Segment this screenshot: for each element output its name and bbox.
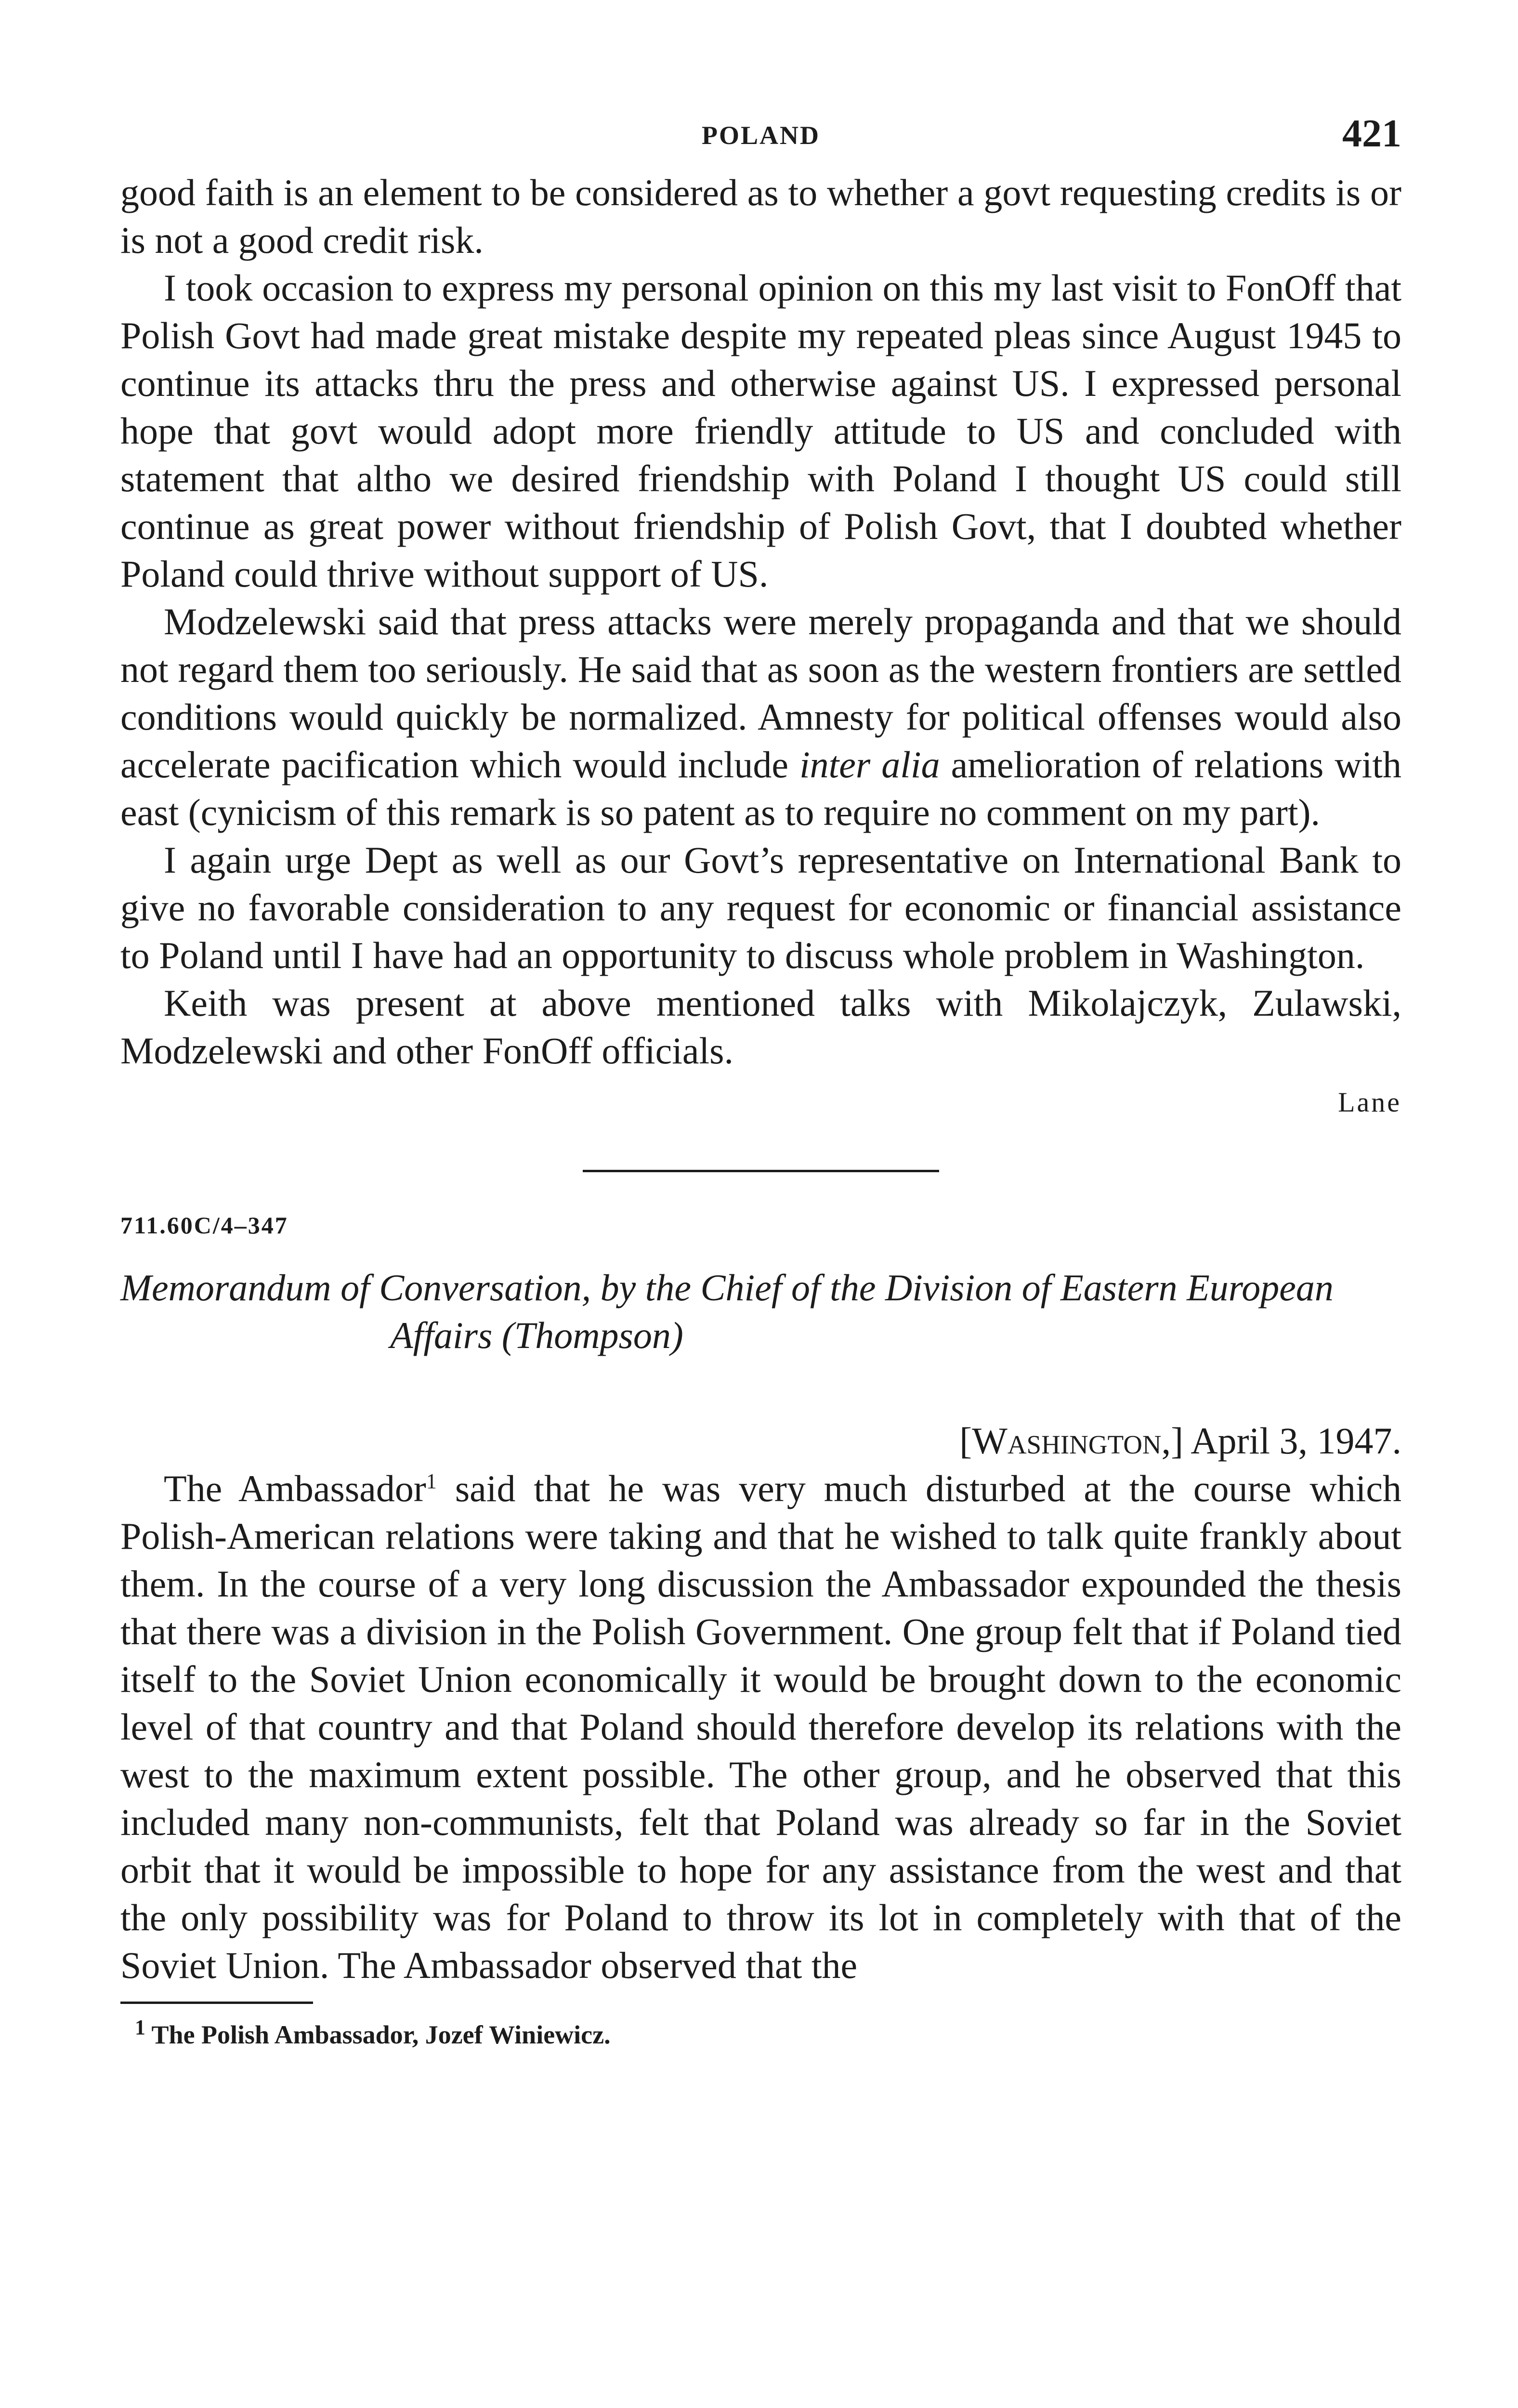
paragraph-3-text-start: Modzelewski said that press attacks were merely propaganda and that we should not regard them too seriously. He said that as soon as the western frontiers are settled conditions would quickly be normalized. Amnesty for political offenses would also accelerate pacification which would include [120, 601, 1401, 785]
running-head: POLAND [702, 121, 820, 150]
page-header [120, 111, 1401, 169]
footnote-reference: 1 [426, 1469, 437, 1493]
paragraph-start: The Ambassador [164, 1467, 426, 1509]
page-number: 421 [1342, 111, 1401, 155]
footnote [120, 2015, 1401, 2054]
telegram-paragraph-3 [120, 598, 1401, 836]
memorandum-body [120, 1465, 1401, 1989]
section-divider [583, 1170, 939, 1172]
file-number: 711.60C/4–347 [120, 1212, 288, 1239]
footnote-text: The Polish Ambassador, Jozef Winiewicz. [151, 2020, 611, 2049]
signature: Lane [1338, 1086, 1401, 1118]
document-title-name: (Thompson) [501, 1314, 683, 1356]
document-page [120, 111, 1401, 2408]
dateline-place: [Washington,] [959, 1420, 1184, 1462]
dateline-date: April 3, 1947. [1191, 1420, 1401, 1462]
dateline [120, 1417, 1401, 1465]
telegram-continuation [120, 169, 1401, 1126]
memorandum-paragraph-1 [120, 1465, 1401, 1989]
telegram-paragraph-5: Keith was present at above mentioned talks with Mikolajczyk, Zulawski, Modzelewski and other FonOff officials. [120, 982, 1401, 1072]
telegram-paragraph-2: I took occasion to express my personal opinion on this my last visit to FonOff that Polish Govt had made great mistake despite my repeated pleas since August 1945 to continue its attacks thru the press and otherwise against US. I expressed personal hope that govt would adopt more friendly attitude to US and concluded with statement that altho we desired friendship with Poland I thought US could still continue as great power without friendship of Polish Govt, that I doubted whether Poland could thrive without support of US. [120, 267, 1401, 595]
telegram-paragraph-1: good faith is an element to be considered as to whether a govt requesting credits is or is not a good credit risk. [120, 171, 1401, 261]
telegram-paragraph-4: I again urge Dept as well as our Govt’s representative on International Bank to give no favorable consideration to any request for economic or financial assistance to Poland until I have had an opportunity to discuss whole problem in Washington. [120, 839, 1401, 976]
document-title-text: Memorandum of Conversation, by the Chief of the Division of Eastern European Affairs [120, 1267, 1334, 1356]
footnote-marker: 1 [135, 2015, 145, 2039]
paragraph-rest: said that he was very much disturbed at the course which Polish-American relations were taking and that he wished to talk quite frankly about them. In the course of a very long discussion the Ambassador expounded the thesis that there was a division in the Polish Government. One group felt that if Poland tied itself to the Soviet Union economically it would be brought down to the economic level of that country and that Poland should therefore develop its relations with the west to the maximum extent possible. The other group, and he observed that this included many non-communists, felt that Poland was already so far in the Soviet orbit that it would be impossible to hope for any assistance from the west and that the only possibility was for Poland to throw its lot in completely with that of the Soviet Union. The Ambassador observed that the [120, 1467, 1401, 1986]
paragraph-3-text-end: amelioration of relations with east (cynicism of this remark is so patent as to require no comment on my part). [120, 744, 1401, 833]
italic-phrase: inter alia [799, 744, 940, 785]
document-title [120, 1264, 1401, 1359]
footnote-divider [120, 2002, 313, 2004]
